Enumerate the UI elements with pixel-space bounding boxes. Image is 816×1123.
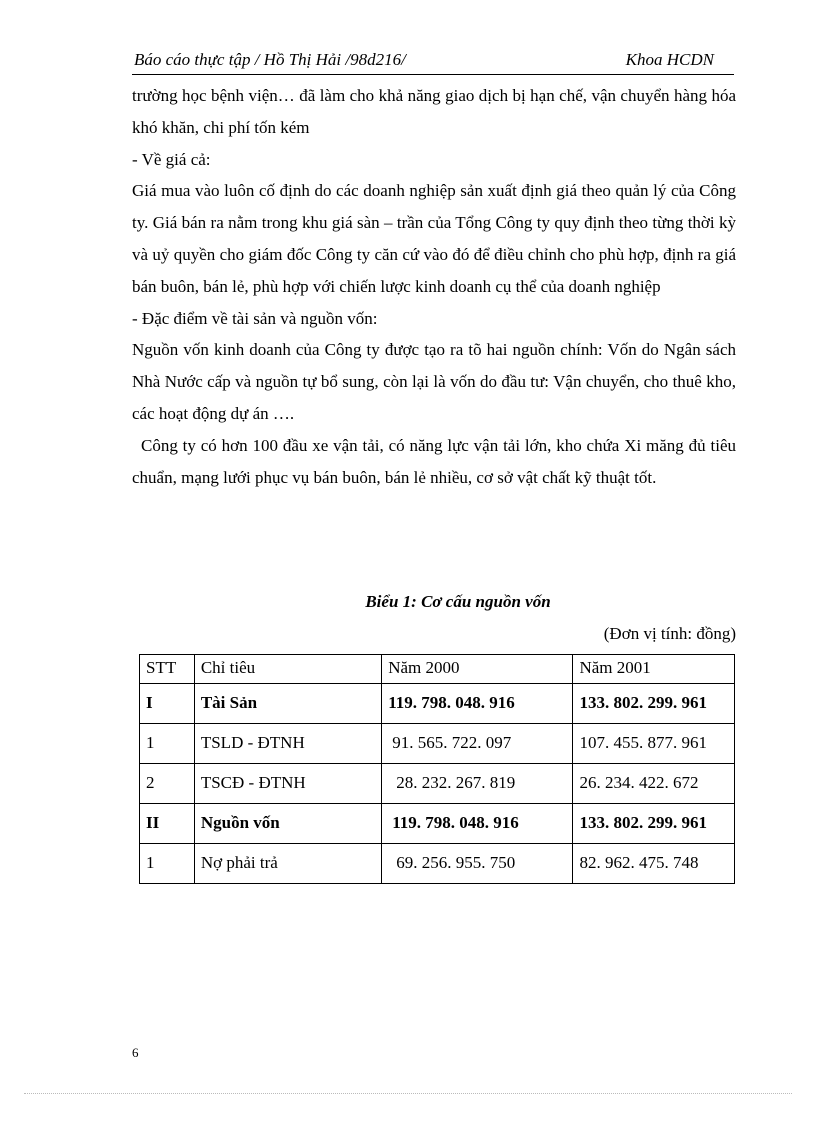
- cell-item: TSLD - ĐTNH: [194, 724, 381, 764]
- page-bottom-divider: [24, 1093, 792, 1094]
- cell-stt: 1: [140, 724, 195, 764]
- paragraph: trường học bệnh viện… đã làm cho khả năng giao dịch bị hạn chế, vận chuyển hàng hóa khó khăn, chi phí tốn kém: [132, 86, 736, 137]
- table-row: [140, 844, 735, 884]
- cell-2000: 119. 798. 048. 916: [382, 684, 573, 724]
- cell-item: TSCĐ - ĐTNH: [194, 764, 381, 804]
- section-heading-assets: - Đặc điểm về tài sản và nguồn vốn:: [132, 308, 378, 328]
- page-number: 6: [132, 1045, 139, 1060]
- cell-stt: II: [140, 804, 195, 844]
- cell-2001: 107. 455. 877. 961: [573, 724, 735, 764]
- table-header-row: [140, 655, 735, 684]
- cell-item: Nguồn vốn: [194, 804, 381, 844]
- table-row: [140, 764, 735, 804]
- table-caption: Biểu 1: Cơ cấu nguồn vốn: [365, 592, 551, 611]
- cell-2001: 133. 802. 299. 961: [573, 684, 735, 724]
- cell-2001: 26. 234. 422. 672: [573, 764, 735, 804]
- column-header-stt: STT: [140, 655, 195, 684]
- cell-2001: 82. 962. 475. 748: [573, 844, 735, 884]
- cell-stt: I: [140, 684, 195, 724]
- body-text: [132, 80, 736, 493]
- cell-stt: 1: [140, 844, 195, 884]
- column-header-item: Chỉ tiêu: [194, 655, 381, 684]
- section-heading-price: - Về giá cả:: [132, 149, 211, 169]
- column-header-2000: Năm 2000: [382, 655, 573, 684]
- cell-2000: 91. 565. 722. 097: [382, 724, 573, 764]
- header-report-title: Báo cáo thực tập / Hồ Thị Hải /98d216/: [134, 50, 406, 69]
- capital-structure-table: [139, 654, 735, 884]
- paragraph: Công ty có hơn 100 đầu xe vận tải, có năng lực vận tải lớn, kho chứa Xi măng đủ tiêu chuẩn, mạng lưới phục vụ bán buôn, bán lẻ nhiều, cơ sở vật chất kỹ thuật tốt.: [132, 435, 736, 487]
- column-header-2001: Năm 2001: [573, 655, 735, 684]
- cell-2000: 69. 256. 955. 750: [382, 844, 573, 884]
- table-row: [140, 684, 735, 724]
- table-row: [140, 724, 735, 764]
- table-row: [140, 804, 735, 844]
- unit-note: (Đơn vị tính: đồng): [603, 624, 736, 643]
- paragraph: Giá mua vào luôn cố định do các doanh nghiệp sản xuất định giá theo quản lý của Công ty. Giá bán ra nằm trong khu giá sàn – trần của Tổng Công ty quy định theo từng thời kỳ và uỷ quyền cho giám đốc Công ty căn cứ vào đó để điều chỉnh cho phù hợp, định ra giá bán buôn, bán lẻ, phù hợp với chiến lược kinh doanh cụ thể của doanh nghiệp: [132, 181, 736, 296]
- cell-item: Tài Sản: [194, 684, 381, 724]
- cell-2000: 28. 232. 267. 819: [382, 764, 573, 804]
- cell-stt: 2: [140, 764, 195, 804]
- header-department: Khoa HCDN: [625, 50, 714, 69]
- cell-item: Nợ phải trả: [194, 844, 381, 884]
- cell-2001: 133. 802. 299. 961: [573, 804, 735, 844]
- page-header: [132, 50, 734, 75]
- cell-2000: 119. 798. 048. 916: [382, 804, 573, 844]
- paragraph: Nguồn vốn kinh doanh của Công ty được tạo ra tõ hai nguồn chính: Vốn do Ngân sách Nhà Nước cấp và nguồn tự bổ sung, còn lại là vốn do đầu tư: Vận chuyển, cho thuê kho, các hoạt động dự án ….: [132, 340, 736, 423]
